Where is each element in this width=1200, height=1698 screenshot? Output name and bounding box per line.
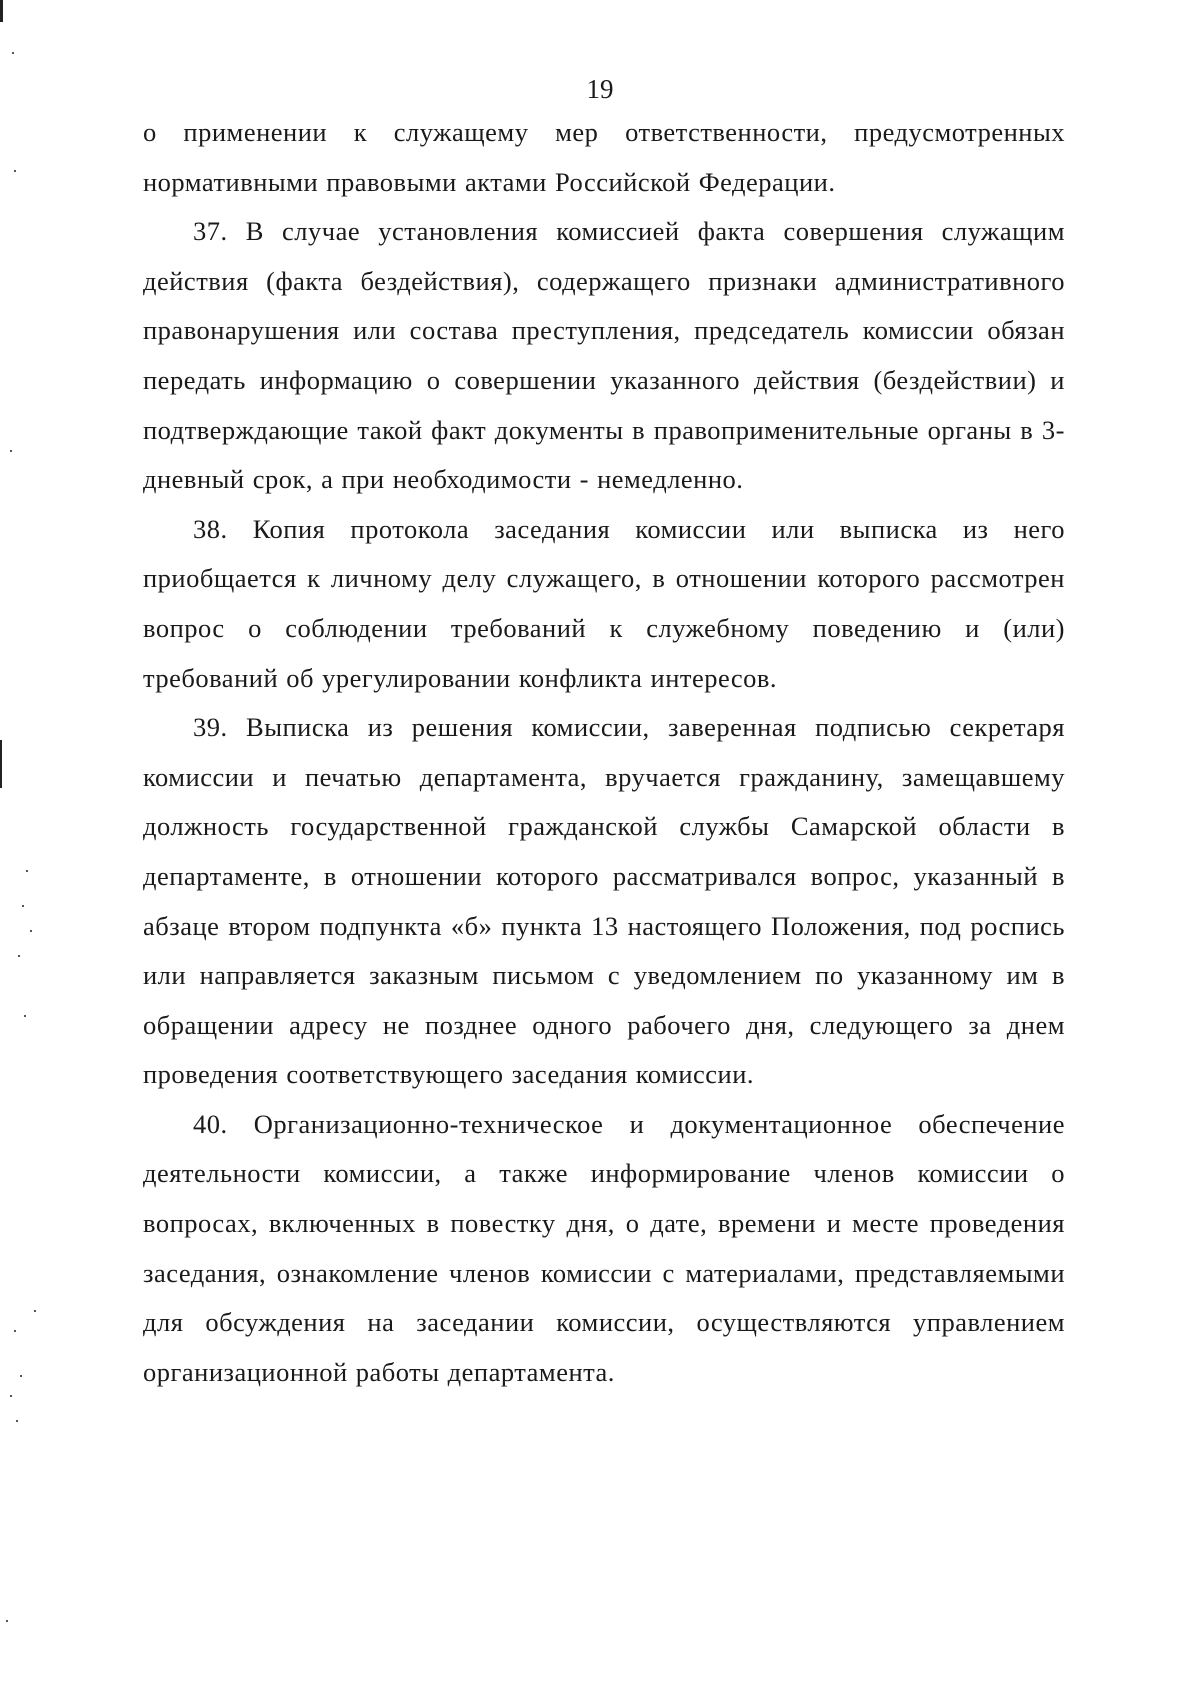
scan-speck bbox=[22, 905, 24, 907]
scan-speck bbox=[10, 1395, 12, 1397]
scan-speck bbox=[10, 450, 12, 452]
scan-speck bbox=[26, 870, 28, 872]
paragraph-37: 37. В случае установления комиссией факта совершения служащим действия (факта бездействия), содержащего признаки административного правонарушения или состава преступления, председатель комиссии обязан передать информацию о совершении указанного действия (бездействии) и подтверждающие такой факт документы в правоприменительные органы в 3-дневный срок, а при необходимости - немедленно. bbox=[143, 216, 1065, 495]
scan-edge-mark bbox=[0, 740, 2, 788]
scan-speck bbox=[12, 52, 14, 54]
document-body bbox=[143, 108, 1065, 1397]
paragraph-38: 38. Копия протокола заседания комиссии или выписка из него приобщается к личному делу служащего, в отношении которого рассмотрен вопрос о соблюдении требований к служебному поведению и (или) требований об урегулировании конфликта интересов. bbox=[143, 513, 1065, 693]
scan-speck bbox=[14, 1330, 16, 1332]
scan-speck bbox=[16, 1420, 18, 1422]
scan-speck bbox=[34, 1310, 36, 1312]
paragraph-40: 40. Организационно-техническое и документационное обеспечение деятельности комиссии, а также информирование членов комиссии о вопросах, включенных в повестку дня, о дате, времени и месте проведения заседания, ознакомление членов комиссии с материалами, представляемыми для обсуждения на заседании комиссии, осуществляются управлением организационной работы департамента. bbox=[143, 1108, 1065, 1387]
scan-speck bbox=[14, 170, 16, 172]
page-number: 19 bbox=[586, 74, 614, 104]
scan-speck bbox=[30, 930, 32, 932]
paragraph-continuation: о применении к служащему мер ответственности, предусмотренных нормативными правовыми актами Российской Федерации. bbox=[143, 117, 1065, 197]
scan-speck bbox=[20, 1375, 22, 1377]
scan-speck bbox=[6, 1620, 8, 1622]
paragraph-39: 39. Выписка из решения комиссии, заверенная подписью секретаря комиссии и печатью департамента, вручается гражданину, замещавшему должность государственной гражданской службы Самарской области в департаменте, в отношении которого рассматривался вопрос, указанный в абзаце втором подпункта «б» пункта 13 настоящего Положения, под роспись или направляется заказным письмом с уведомлением по указанному им в обращении адресу не позднее одного рабочего дня, следующего за днем проведения соответствующего заседания комиссии. bbox=[143, 712, 1065, 1090]
scan-edge-mark bbox=[0, 0, 3, 22]
scan-speck bbox=[24, 1015, 26, 1017]
scan-speck bbox=[18, 955, 20, 957]
